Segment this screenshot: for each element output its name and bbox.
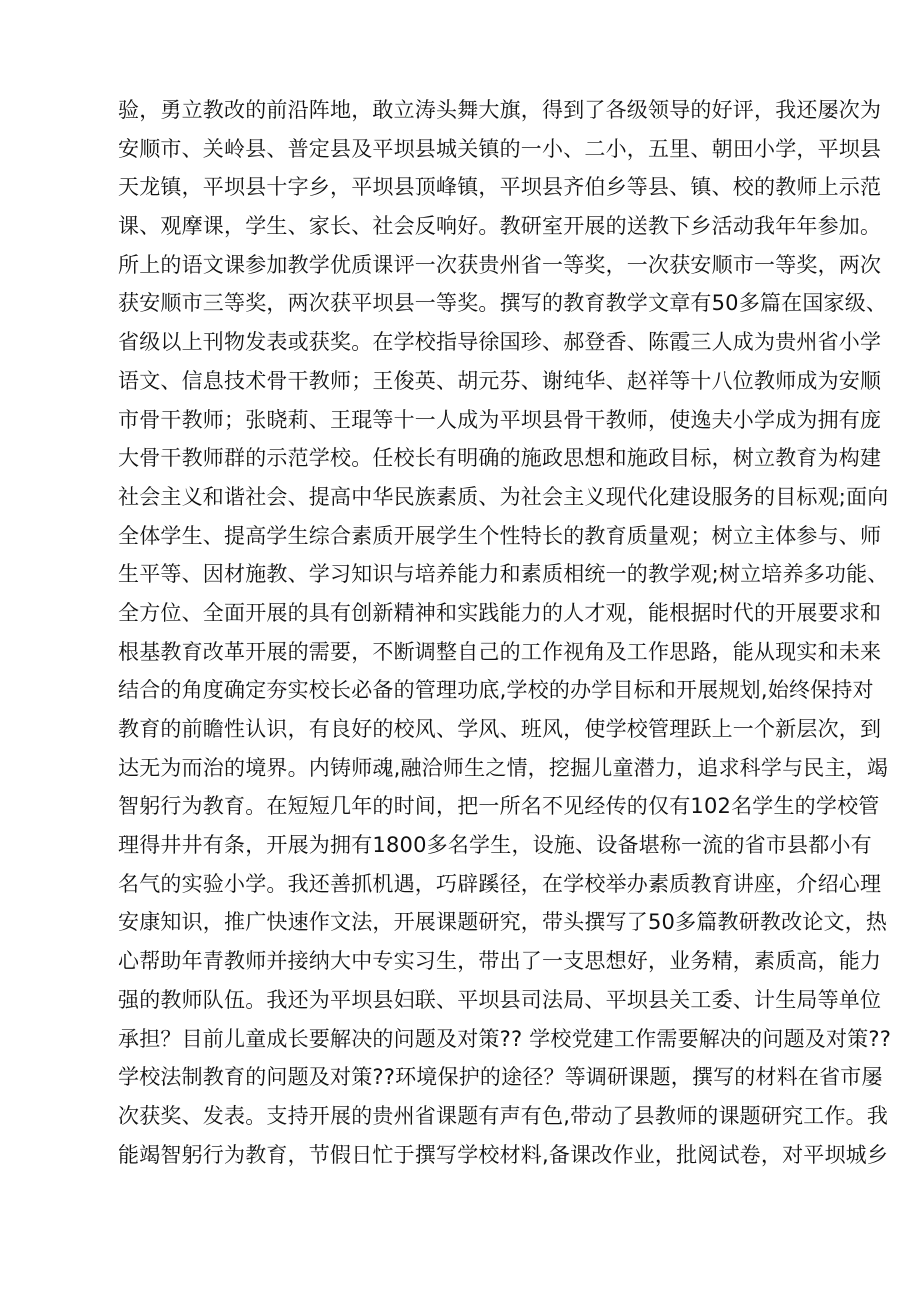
text-line: 安康知识，推广快速作文法，开展课题研究，带头撰写了50多篇教研教改论文，热 <box>118 910 888 935</box>
text-line: 达无为而治的境界。内铸师魂,融洽师生之情，挖掘儿童潜力，追求科学与民主，竭 <box>118 755 889 780</box>
text-line: 教育的前瞻性认识，有良好的校风、学风、班风，使学校管理跃上一个新层次，到 <box>118 717 882 741</box>
text-line: 获安顺市三等奖，两次获平坝县一等奖。撰写的教育教学文章有50多篇在国家级、 <box>118 291 888 316</box>
text-line: 结合的角度确定夯实校长必备的管理功底,学校的办学目标和开展规划,始终保持对 <box>118 678 874 703</box>
text-line: 强的教师队伍。我还为平坝县妇联、平坝县司法局、平坝县关工委、计生局等单位 <box>118 987 882 1012</box>
text-line: 根基教育改革开展的需要，不断调整自己的工作视角及工作思路，能从现实和未来 <box>118 639 882 664</box>
text-line: 验，勇立教改的前沿阵地，敢立涛头舞大旗，得到了各级领导的好评，我还屡次为 <box>118 98 882 122</box>
text-line: 市骨干教师；张晓莉、王琨等十一人成为平坝县骨干教师，使逸夫小学成为拥有庞 <box>118 407 882 432</box>
text-line: 智躬行为教育。在短短几年的时间，把一所名不见经传的仅有102名学生的学校管 <box>118 794 880 819</box>
text-line: 承担？目前儿童成长要解决的问题及对策?? 学校党建工作需要解决的问题及对策?? <box>118 1026 892 1051</box>
text-line: 心帮助年青教师并接纳大中专实习生，带出了一支思想好，业务精，素质高，能力 <box>118 949 882 974</box>
body-text <box>118 91 892 1174</box>
text-line: 语文、信息技术骨干教师；王俊英、胡元芬、谢纯华、赵祥等十八位教师成为安顺 <box>118 368 882 393</box>
text-line: 全体学生、提高学生综合素质开展学生个性特长的教育质量观；树立主体参与、师 <box>118 523 882 548</box>
text-line: 安顺市、关岭县、普定县及平坝县城关镇的一小、二小，五里、朝田小学，平坝县 <box>118 136 882 161</box>
text-line: 理得井井有条，开展为拥有1800多名学生，设施、设备堪称一流的省市县都小有 <box>118 833 872 858</box>
text-line: 大骨干教师群的示范学校。任校长有明确的施政思想和施政目标，树立教育为构建 <box>118 446 882 471</box>
text-line: 社会主义和谐社会、提高中华民族素质、为社会主义现代化建设服务的目标观;面向 <box>118 484 889 509</box>
text-line: 能竭智躬行为教育，节假日忙于撰写学校材料,备课改作业，批阅试卷，对平坝城乡 <box>118 1142 889 1167</box>
text-line: 次获奖、发表。支持开展的贵州省课题有声有色,带动了县教师的课题研究工作。我 <box>118 1103 889 1128</box>
text-line: 省级以上刊物发表或获奖。在学校指导徐国珍、郝登香、陈霞三人成为贵州省小学 <box>118 330 882 355</box>
text-line: 课、观摩课，学生、家长、社会反响好。教研室开展的送教下乡活动我年年参加。 <box>118 214 882 239</box>
text-line: 学校法制教育的问题及对策??环境保护的途径？等调研课题，撰写的材料在省市屡 <box>118 1065 883 1090</box>
text-line: 全方位、全面开展的具有创新精神和实践能力的人才观，能根据时代的开展要求和 <box>118 600 882 625</box>
text-line: 天龙镇，平坝县十字乡，平坝县顶峰镇，平坝县齐伯乡等县、镇、校的教师上示范 <box>118 175 882 200</box>
text-line: 所上的语文课参加教学优质课评一次获贵州省一等奖，一次获安顺市一等奖，两次 <box>118 252 882 277</box>
text-line: 名气的实验小学。我还善抓机遇，巧辟蹊径，在学校举办素质教育讲座，介绍心理 <box>118 871 882 896</box>
text-line: 生平等、因材施教、学习知识与培养能力和素质相统一的教学观;树立培养多功能、 <box>118 562 889 587</box>
